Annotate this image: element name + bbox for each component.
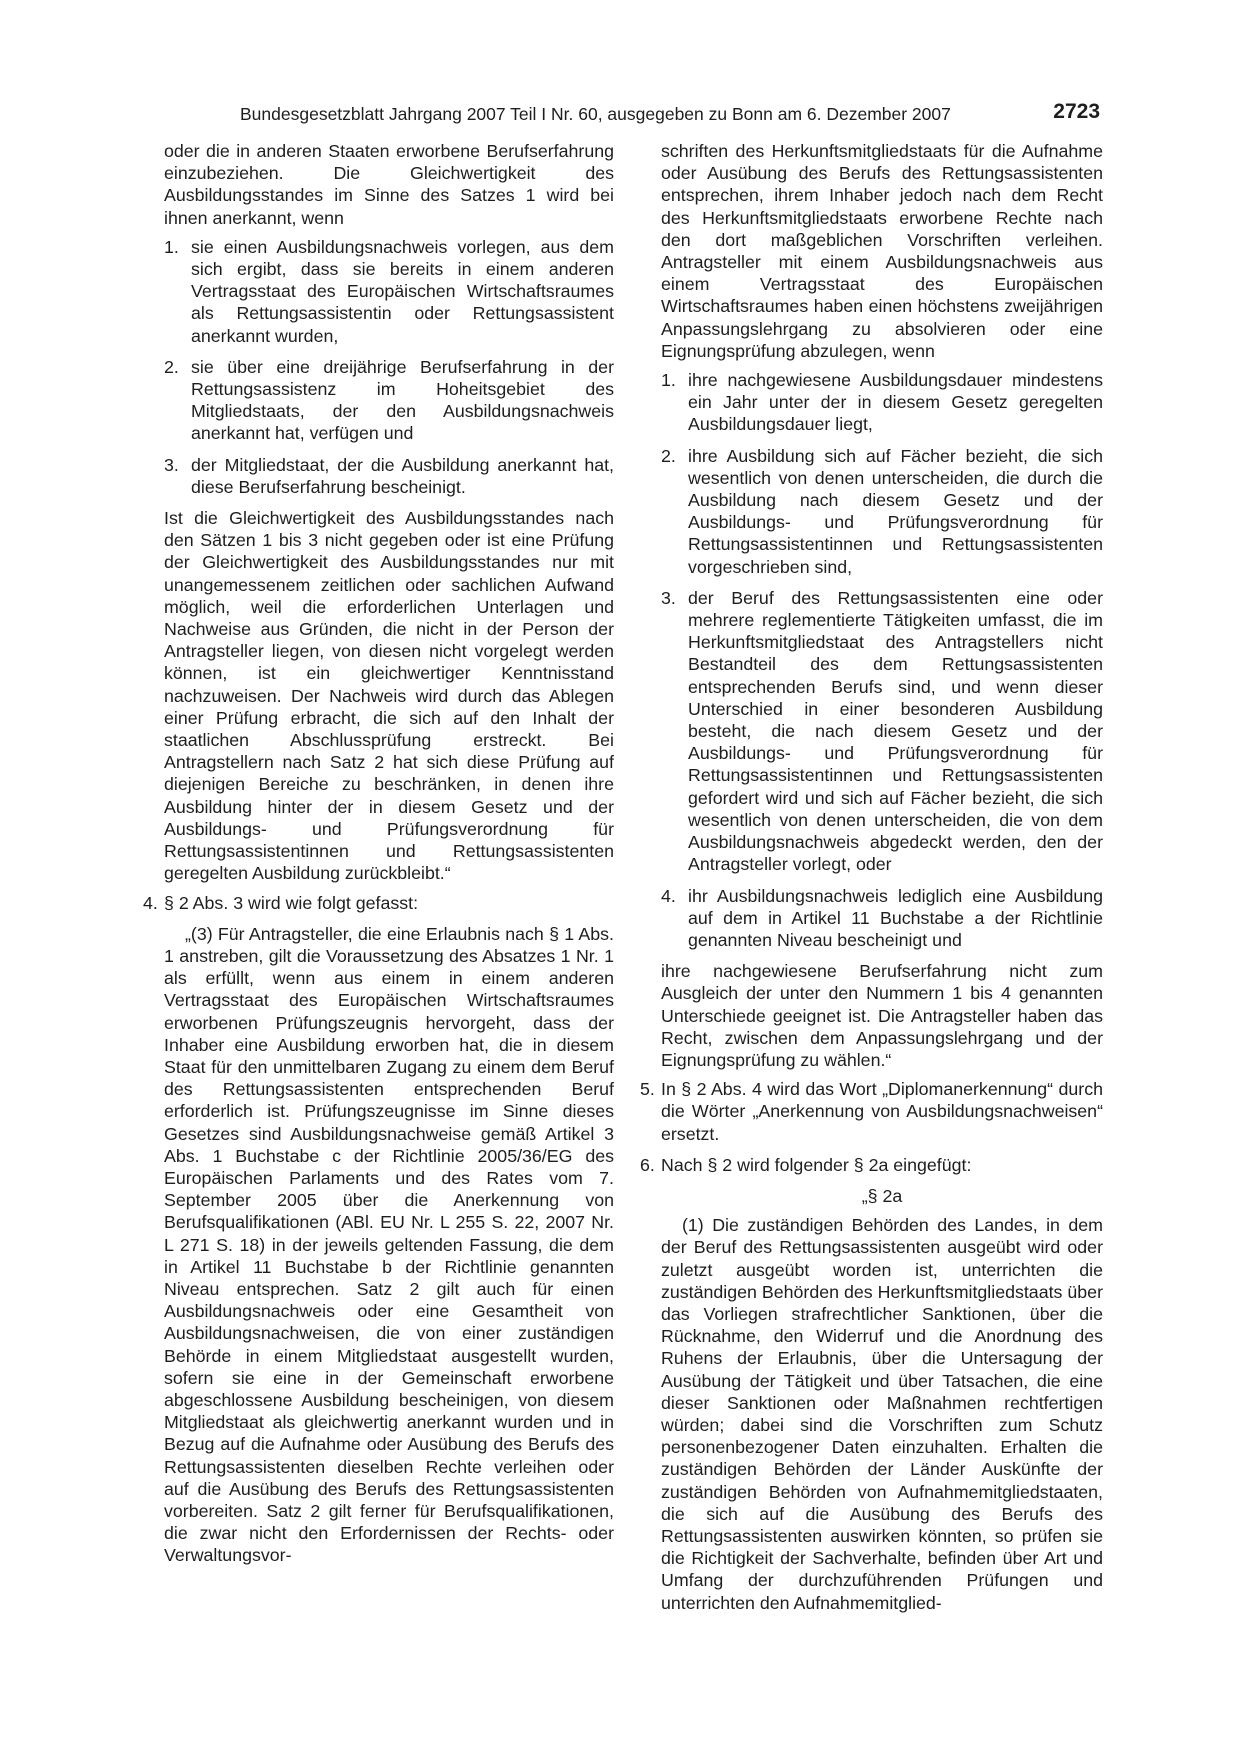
list-item-text: der Beruf des Rettungsassistenten eine oder mehrere reglementierte Tätigkeiten umfasst, die im Herkunftsmitgliedstaat des Antragstellers nicht Bestandteil des dem Rettungsassistenten entsprechenden Berufs sind, und wenn dieser Unterschied in einer besonderen Ausbildung besteht, die nach diesem Gesetz und der Ausbildungs- und Prüfungsverordnung für Rettungsassistentinnen und Rettungsassistenten gefordert wird und sich auf Fächer bezieht, die sich wesentlich von denen unterscheiden, die von dem Ausbildungsnachweis abgedeckt werden, den der Antragsteller vorlegt, oder (688, 587, 1103, 875)
section-heading: „§ 2a (861, 1185, 903, 1206)
list-item (661, 885, 1103, 952)
left-intro-paragraph: oder die in anderen Staaten erworbene Berufserfahrung einzubeziehen. Die Gleichwertigkeit des Ausbildungsstandes im Sinne des Satzes 1 wird bei ihnen anerkannt, wenn (164, 141, 614, 228)
amendment-number: 6. (640, 1154, 655, 1175)
amendment-text: Nach § 2 wird folgender § 2a eingefügt: (661, 1154, 972, 1175)
list-item-text: ihre nachgewiesene Ausbildungsdauer mindestens ein Jahr unter der in diesem Gesetz geregelten Ausbildungsdauer liegt, (688, 370, 1103, 435)
abs3-paragraph: „(3) Für Antragsteller, die eine Erlaubnis nach § 1 Abs. 1 anstreben, gilt die Voraussetzung des Absatzes 1 Nr. 1 als erfüllt, wenn aus einem in einem anderen Vertragsstaat des Europäischen Wirtschaftsraumes erworbenen Prüfungszeugnis hervorgeht, dass der Inhaber eine Ausbildung erworben hat, die in diesem Staat für den unmittelbaren Zugang zu einem dem Beruf des Rettungsassistenten entsprechenden Beruf erforderlich ist. Prüfungszeugnisse im Sinne dieses Gesetzes sind Ausbildungsnachweise gemäß Artikel 3 Abs. 1 Buchstabe c der Richtlinie 2005/36/EG des Europäischen Parlaments und des Rates vom 7. September 2005 über die Anerkennung von Berufsqualifikationen (ABl. EU Nr. L 255 S. 22, 2007 Nr. L 271 S. 18) in der jeweils geltenden Fassung, die dem in Artikel 11 Buchstabe b der Richtlinie genannten Niveau entsprechen. Satz 2 gilt auch für einen Ausbildungsnachweis oder eine Gesamtheit von Ausbildungsnachweisen, die von einer zuständigen Behörde in einem Mitgliedstaat ausgestellt wurden, sofern sie eine in der Gemeinschaft erworbene abgeschlossene Ausbildung bescheinigen, von diesem Mitgliedstaat als gleichwertig anerkannt wurden und in Bezug auf die Aufnahme oder Ausübung des Berufs des Rettungsassistenten dieselben Rechte verleihen oder auf die Ausübung des Berufs des Rettungsassistenten vorbereiten. Satz 2 gilt ferner für Berufsqualifikationen, die zwar nicht den Erfordernissen der Rechts- oder Verwaltungsvor- (164, 923, 614, 1566)
amendment-text: § 2 Abs. 3 wird wie folgt gefasst: (164, 892, 419, 913)
list-item-number: 1. (661, 370, 676, 391)
amendment-item-4 (143, 892, 614, 914)
list-item-text: sie über eine dreijährige Berufserfahrung in der Rettungsassistenz im Hoheitsgebiet des Mitgliedstaats, der den Ausbildungsnachweis anerkannt hat, verfügen und (191, 356, 614, 444)
running-header (240, 100, 1100, 130)
list-item-text: ihre Ausbildung sich auf Fächer bezieht, die sich wesentlich von denen unterscheiden, die durch die Ausbildung nach diesem Gesetz und der Ausbildungs- und Prüfungsverordnung für Rettungsassistentinnen und Rettungsassistenten vorgeschrieben sind, (688, 445, 1103, 577)
list-item (164, 236, 614, 347)
list-item (164, 454, 614, 498)
berufserfahrung-paragraph: ihre nachgewiesene Berufserfahrung nicht zum Ausgleich der unter den Nummern 1 bis 4 genannten Unterschiede geeignet ist. Die Antragsteller haben das Recht, zwischen dem Anpassungslehrgang und der Eignungsprüfung zu wählen.“ (661, 961, 1103, 1070)
list-item-number: 2. (164, 356, 179, 377)
page-number: 2723 (1053, 100, 1100, 123)
right-intro-paragraph: schriften des Herkunftsmitgliedstaats für die Aufnahme oder Ausübung des Berufs des Rettungsassistenten entsprechen, ihrem Inhaber jedoch nach dem Recht des Herkunftsmitgliedstaats erworbene Rechte nach den dort maßgeblichen Vorschriften verleihen. Antragsteller mit einem Ausbildungsnachweis aus einem Vertragsstaat des Europäischen Wirtschaftsraumes haben einen höchstens zweijährigen Anpassungslehrgang zu absolvieren oder eine Eignungsprüfung abzulegen, wenn (661, 141, 1103, 361)
list-item-text: ihr Ausbildungsnachweis lediglich eine Ausbildung auf dem in Artikel 11 Buchstabe a der Richtlinie genannten Niveau bescheinigt und (688, 885, 1103, 950)
amendment-number: 5. (640, 1079, 655, 1100)
list-item (661, 587, 1103, 876)
list-item-number: 3. (164, 454, 179, 475)
left-column (143, 140, 614, 1567)
amendment-number: 4. (143, 892, 158, 913)
list-item-number: 2. (661, 445, 676, 466)
list-item (661, 369, 1103, 436)
list-item-number: 3. (661, 587, 676, 608)
amendment-item-5 (640, 1078, 1103, 1145)
list-item-text: sie einen Ausbildungsnachweis vorlegen, aus dem sich ergibt, dass sie bereits in einem anderen Vertragsstaat des Europäischen Wirtschaftsraumes als Rettungsassistentin oder Rettungsassistent anerkannt wurden, (191, 236, 614, 346)
header-title: Bundesgesetzblatt Jahrgang 2007 Teil I Nr. 60, ausgegeben zu Bonn am 6. Dezember 2007 (240, 104, 951, 124)
list-item-number: 1. (164, 236, 179, 257)
list-item-text: der Mitgliedstaat, der die Ausbildung anerkannt hat, diese Berufserfahrung bescheinigt. (191, 454, 614, 497)
amendment-item-6 (640, 1154, 1103, 1176)
list-item-number: 4. (661, 885, 676, 906)
list-item (164, 356, 614, 445)
section-2a-paragraph: (1) Die zuständigen Behörden des Landes, in dem der Beruf des Rettungsassistenten ausgeübt wird oder zuletzt ausgeübt worden ist, unterrichten die zuständigen Behörden des Herkunftsmitgliedstaats über das Vorliegen strafrechtlicher Sanktionen, über die Rücknahme, den Widerruf und die Anordnung des Ruhens der Erlaubnis, über die Untersagung der Ausübung der Tätigkeit und über Tatsachen, die eine dieser Sanktionen oder Maßnahmen rechtfertigen würden; dabei sind die Vorschriften zum Schutz personenbezogener Daten einzuhalten. Erhalten die zuständigen Behörden der Länder Auskünfte der zuständigen Behörden von Aufnahmemitgliedstaaten, die sich auf die Ausübung des Berufs des Rettungsassistenten auswirken könnten, so prüfen sie die Richtigkeit der Sachverhalte, befinden über Art und Umfang der durchzuführenden Prüfungen und unterrichten den Aufnahmemitglied- (661, 1215, 1103, 1613)
list-item (661, 445, 1103, 578)
amendment-text: In § 2 Abs. 4 wird das Wort „Diplomanerkennung“ durch die Wörter „Anerkennung von Ausbildungsnachweisen“ ersetzt. (661, 1079, 1103, 1144)
gleichwertigkeit-paragraph: Ist die Gleichwertigkeit des Ausbildungsstandes nach den Sätzen 1 bis 3 nicht gegeben oder ist eine Prüfung der Gleichwertigkeit des Ausbildungsstandes nur mit unangemessenem zeitlichen oder sachlichen Aufwand möglich, weil die erforderlichen Unterlagen und Nachweise aus Gründen, die nicht in der Person der Antragsteller liegen, von diesen nicht vorgelegt werden können, ist ein gleichwertiger Kenntnisstand nachzuweisen. Der Nachweis wird durch das Ablegen einer Prüfung erbracht, die sich auf den Inhalt der staatlichen Abschlussprüfung erstreckt. Bei Antragstellern nach Satz 2 hat sich diese Prüfung auf diejenigen Bereiche zu beschränken, in denen ihre Ausbildung hinter der in diesem Gesetz und der Ausbildungs- und Prüfungsverordnung für Rettungsassistentinnen und Rettungsassistenten geregelten Ausbildung zurückbleibt.“ (164, 508, 614, 884)
right-column (640, 140, 1103, 1614)
